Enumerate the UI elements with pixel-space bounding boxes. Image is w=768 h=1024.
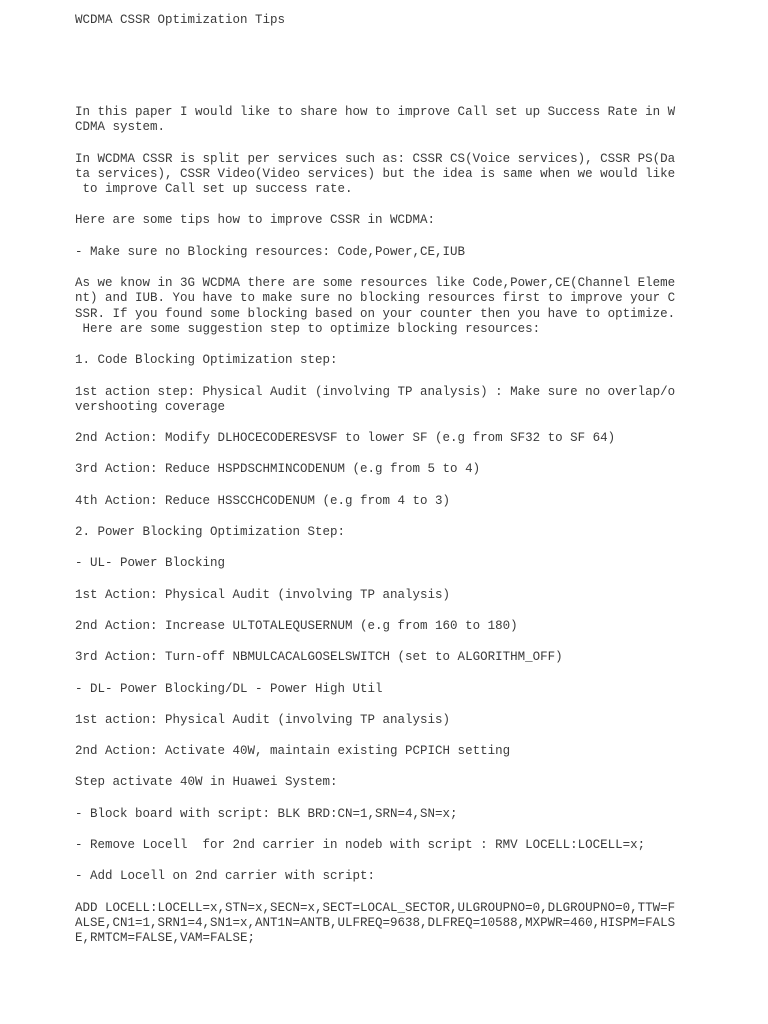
paragraph xyxy=(75,650,675,665)
text-line: Here are some tips how to improve CSSR in WCDMA: xyxy=(75,213,436,228)
text-line: ALSE,CN1=1,SRN1=4,SN1=x,ANT1N=ANTB,ULFREQ=9638,DLFREQ=10588,MXPWR=460,HISPM=FALS xyxy=(75,915,676,930)
text-line: In this paper I would like to share how to improve Call set up Success Rate in W xyxy=(75,105,676,119)
text-line: 3rd Action: Reduce HSPDSCHMINCODENUM (e.g from 5 to 4) xyxy=(75,462,481,477)
text-line: 2. Power Blocking Optimization Step: xyxy=(75,525,346,540)
text-line: CDMA system. xyxy=(75,120,166,135)
text-line: nt) and IUB. You have to make sure no blocking resources first to improve your C xyxy=(75,291,676,306)
text-line: to improve Call set up success rate. xyxy=(75,182,353,197)
text-line: Step activate 40W in Huawei System: xyxy=(75,775,338,790)
text-line: ta services), CSSR Video(Video services) but the idea is same when we would like xyxy=(75,166,676,181)
text-line: In WCDMA CSSR is split per services such as: CSSR CS(Voice services), CSSR PS(Da xyxy=(75,151,676,166)
text-line: As we know in 3G WCDMA there are some resources like Code,Power,CE(Channel Eleme xyxy=(75,276,676,291)
text-line: - Add Locell on 2nd carrier with script: xyxy=(75,869,376,884)
paragraph xyxy=(75,494,675,509)
text-line: ADD LOCELL:LOCELL=x,STN=x,SECN=x,SECT=LOCAL_SECTOR,ULGROUPNO=0,DLGROUPNO=0,TTW=F xyxy=(75,900,676,915)
paragraph xyxy=(75,901,675,947)
text-line: - UL- Power Blocking xyxy=(75,556,226,571)
paragraph xyxy=(75,682,675,697)
text-line: - DL- Power Blocking/DL - Power High Util xyxy=(75,681,383,696)
text-line: vershooting coverage xyxy=(75,399,226,414)
paragraph xyxy=(75,588,675,603)
text-line: Here are some suggestion step to optimize blocking resources: xyxy=(75,321,541,336)
text-line: - Block board with script: BLK BRD:CN=1,SRN=4,SN=x; xyxy=(75,806,458,821)
paragraph xyxy=(75,385,675,416)
paragraph xyxy=(75,869,675,884)
text-line: - Make sure no Blocking resources: Code,Power,CE,IUB xyxy=(75,244,466,259)
text-line: SSR. If you found some blocking based on your counter then you have to optimize. xyxy=(75,306,676,321)
text-line: 2nd Action: Increase ULTOTALEQUSERNUM (e.g from 160 to 180) xyxy=(75,618,518,633)
document-title: WCDMA CSSR Optimization Tips xyxy=(75,13,286,27)
text-line: E,RMTCM=FALSE,VAM=FALSE; xyxy=(75,931,256,946)
paragraph xyxy=(75,105,675,136)
paragraph xyxy=(75,807,675,822)
text-line: 2nd Action: Activate 40W, maintain existing PCPICH setting xyxy=(75,744,511,759)
paragraph xyxy=(75,838,675,853)
text-line: 1st action: Physical Audit (involving TP analysis) xyxy=(75,712,451,727)
paragraph xyxy=(75,245,675,260)
text-line: - Remove Locell for 2nd carrier in nodeb with script : RMV LOCELL:LOCELL=x; xyxy=(75,838,646,853)
paragraph xyxy=(75,525,675,540)
paragraph xyxy=(75,353,675,368)
document-body xyxy=(75,105,675,963)
paragraph xyxy=(75,713,675,728)
text-line: 1. Code Blocking Optimization step: xyxy=(75,353,338,368)
paragraph xyxy=(75,556,675,571)
text-line: 4th Action: Reduce HSSCCHCODENUM (e.g from 4 to 3) xyxy=(75,493,451,508)
paragraph xyxy=(75,276,675,337)
text-line: 1st Action: Physical Audit (involving TP analysis) xyxy=(75,587,451,602)
paragraph xyxy=(75,619,675,634)
paragraph xyxy=(75,744,675,759)
paragraph xyxy=(75,431,675,446)
text-line: 1st action step: Physical Audit (involving TP analysis) : Make sure no overlap/o xyxy=(75,384,676,399)
text-line: 3rd Action: Turn-off NBMULCACALGOSELSWITCH (set to ALGORITHM_OFF) xyxy=(75,650,563,665)
paragraph xyxy=(75,152,675,198)
paragraph xyxy=(75,462,675,477)
paragraph xyxy=(75,213,675,228)
text-line: 2nd Action: Modify DLHOCECODERESVSF to lower SF (e.g from SF32 to SF 64) xyxy=(75,431,616,446)
paragraph xyxy=(75,775,675,790)
